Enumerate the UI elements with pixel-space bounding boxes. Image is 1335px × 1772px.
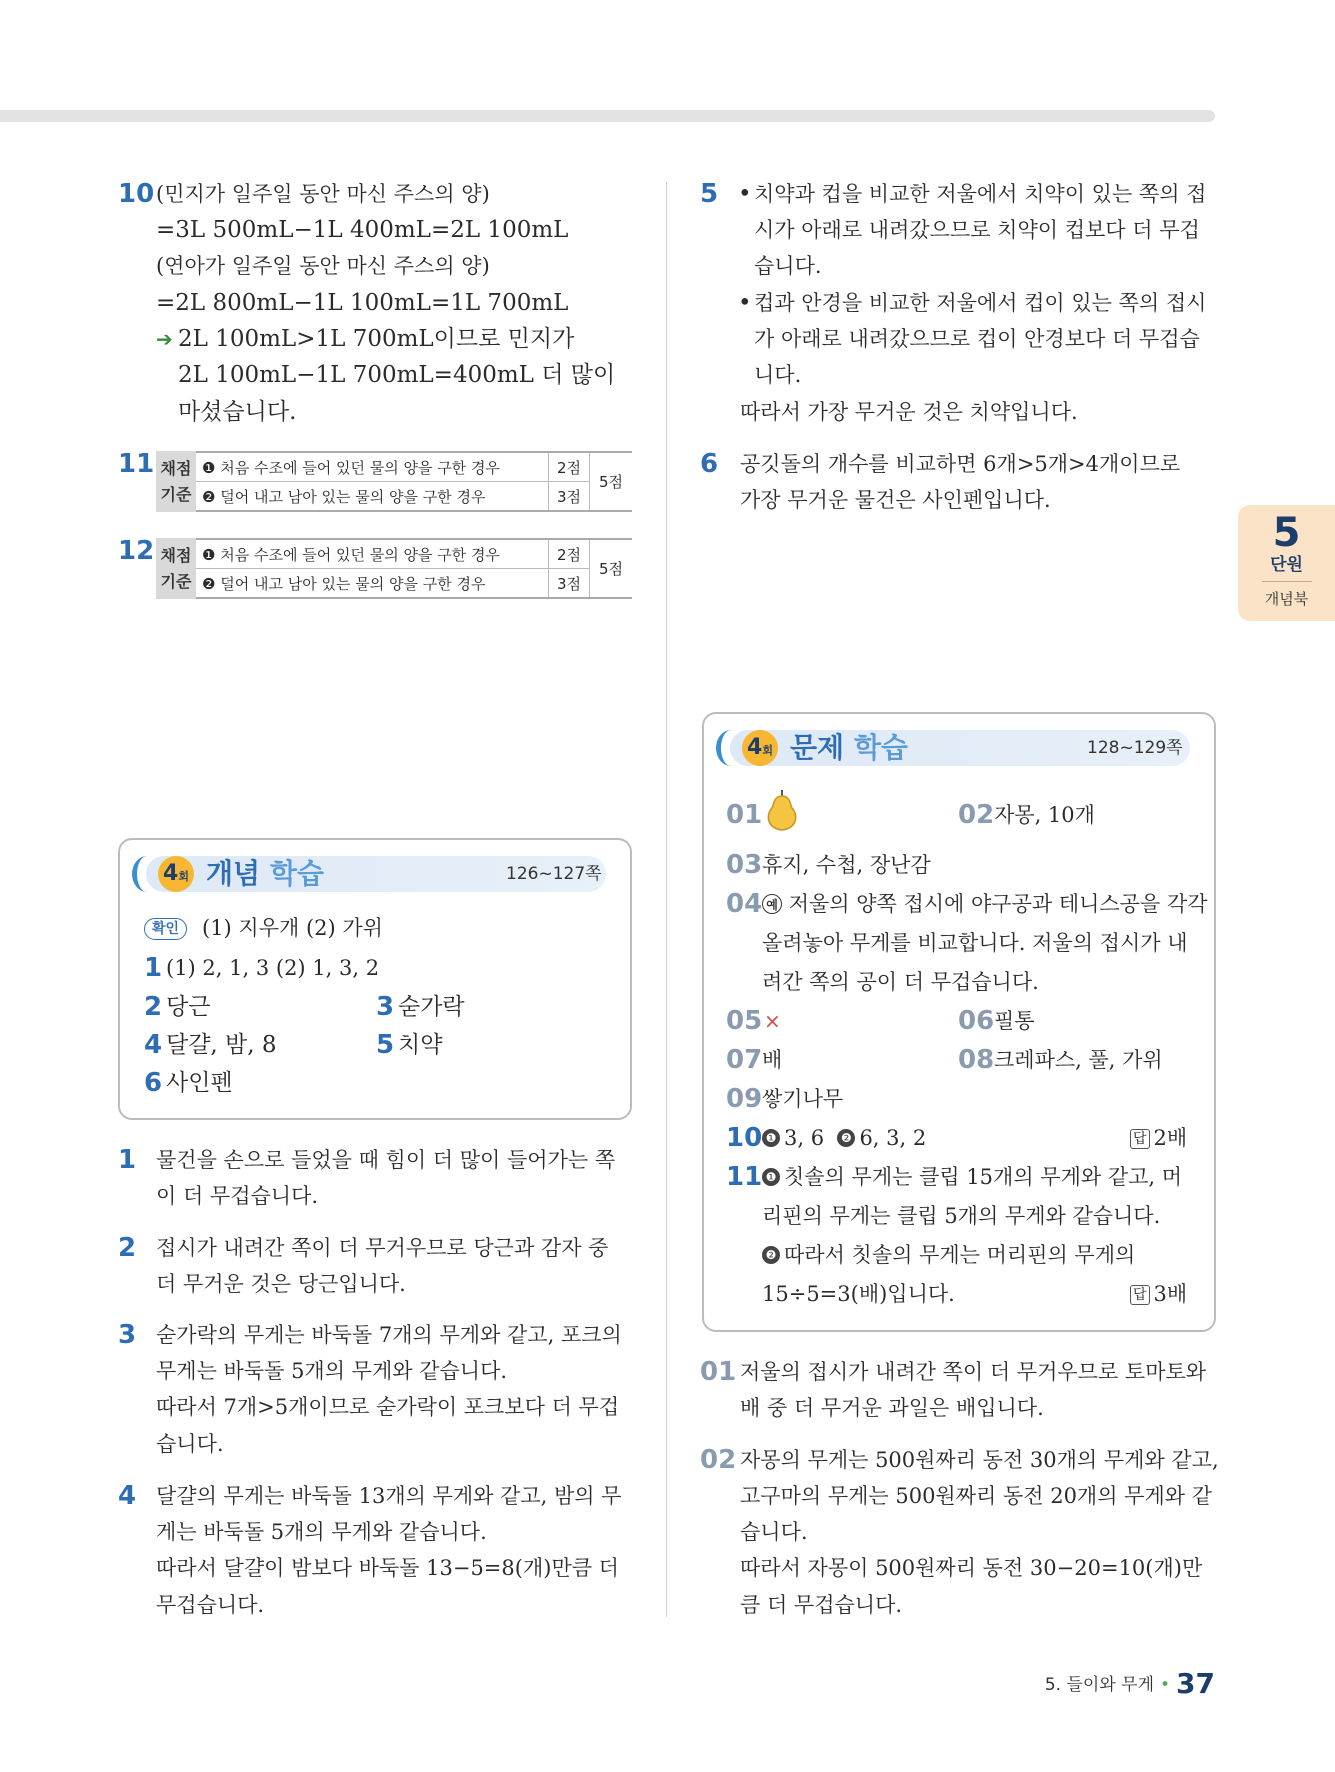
box-title: 개념 학습 [206,857,324,890]
problem-answer-number: 10 [726,1123,763,1153]
scoring-row-label: ❶ 처음 수조에 들어 있던 물의 양을 구한 경우 [196,539,549,569]
e5-line-7: 따라서 가장 무거운 것은 치약입니다. [740,400,1078,424]
e4-line-4: 무겁습니다. [156,1593,265,1617]
problem-answer-number: 11 [726,1162,763,1192]
concept-answer-number: 6 [144,1068,163,1098]
p01-line-1: 저울의 접시가 내려간 쪽이 더 무거우므로 토마토와 [740,1360,1207,1384]
column-divider [666,182,667,1617]
problem-answer-09: 쌓기나무 [762,1087,844,1111]
problem-answer-04-line-3: 려간 쪽의 공이 더 무겁습니다. [762,970,1039,994]
concept-answer-number: 2 [144,992,163,1022]
q10-line-3: (연아가 일주일 동안 마신 주스의 양) [156,254,490,278]
problem-answer-number: 02 [958,800,995,830]
e3-line-2: 무게는 바둑돌 5개의 무게와 같습니다. [156,1359,508,1383]
concept-answer-5: 치약 [398,1032,443,1058]
e4-line-3: 따라서 달걀이 밤보다 바둑돌 13−5=8(개)만큼 더 [156,1556,619,1580]
e3-line-1: 숟가락의 무게는 바둑돌 7개의 무게와 같고, 포크의 [156,1323,622,1347]
session-badge: 4회 [742,730,778,766]
e5-line-1: 치약과 컵을 비교한 저울에서 치약이 있는 쪽의 접 [754,182,1207,206]
concept-answer-number: 3 [376,992,395,1022]
concept-answer-1: (1) 2, 1, 3 (2) 1, 3, 2 [166,956,380,980]
concept-answer-3: 숟가락 [398,994,465,1020]
bullet: • [738,181,752,207]
e5-line-5: 가 아래로 내려갔으므로 컵이 안경보다 더 무겁습 [754,327,1200,351]
session-badge: 4회 [158,856,194,892]
answer-number-10: 10 [118,179,155,209]
explanation-number-4: 4 [118,1481,137,1511]
e3-line-4: 습니다. [156,1432,224,1456]
e6-line-1: 공깃돌의 개수를 비교하면 6개>5개>4개이므로 [740,452,1181,476]
concept-answer-2: 당근 [166,994,211,1020]
scoring-total: 5점 [590,539,633,598]
q10-line-5: 2L 100mL>1L 700mL이므로 민지가 [178,326,575,352]
explanation-number-3: 3 [118,1320,137,1350]
problem-answer-11-line-1: ❶ 칫솔의 무게는 클립 15개의 무게와 같고, 머 [762,1162,1182,1192]
scoring-tag: 채점 기준 [156,538,196,599]
page-reference: 128~129쪽 [1087,738,1183,758]
tab-divider [1262,581,1312,582]
problem-answer-10-final: 답 2배 [1130,1123,1187,1153]
e5-line-4: 컵과 안경을 비교한 저울에서 컵이 있는 쪽의 접시 [754,291,1207,315]
problem-learning-box [702,712,1216,1332]
problem-answer-number: 04 [726,889,763,919]
problem-answer-08: 크레파스, 풀, 가위 [994,1048,1163,1072]
problem-answer-number: 03 [726,850,763,880]
problem-answer-06: 필통 [994,1009,1035,1033]
e1-line-1: 물건을 손으로 들었을 때 힘이 더 많이 들어가는 쪽 [156,1148,616,1172]
example-mark: 예 [762,894,782,914]
explanation-number-6: 6 [700,449,719,479]
concept-answer-number: 4 [144,1030,163,1060]
problem-answer-04-line-2: 올려놓아 무게를 비교합니다. 저울의 접시가 내 [762,931,1188,955]
concept-answer-number: 1 [144,953,163,983]
e4-line-1: 달걀의 무게는 바둑돌 13개의 무게와 같고, 밤의 무 [156,1484,622,1508]
e5-line-3: 습니다. [754,254,822,278]
problem-answer-number: 09 [726,1084,763,1114]
explanation-number-1: 1 [118,1145,137,1175]
bullet: • [738,290,752,316]
problem-answer-11-line-3: ❷ 따라서 칫솔의 무게는 머리핀의 무게의 [762,1240,1135,1270]
p02-line-1: 자몽의 무게는 500원짜리 동전 30개의 무게와 같고, [740,1448,1219,1472]
hwakin-answer: (1) 지우개 (2) 가위 [202,916,383,940]
problem-answer-07: 배 [762,1048,783,1072]
p02-line-2: 고구마의 무게는 500원짜리 동전 20개의 무게와 같 [740,1484,1213,1508]
page-reference: 126~127쪽 [506,864,602,884]
concept-learning-box [118,838,632,1120]
p02-line-3: 습니다. [740,1520,808,1544]
page-number: 37 [1176,1667,1215,1700]
p02-line-5: 큼 더 무겁습니다. [740,1593,903,1617]
problem-answer-02: 자몽, 10개 [994,803,1095,827]
scoring-total: 5점 [590,452,633,511]
problem-explanation-number-01: 01 [700,1357,737,1387]
scoring-row-points: 3점 [549,482,590,512]
top-bar [0,110,1215,122]
e2-line-2: 더 무거운 것은 당근입니다. [156,1272,406,1296]
pear-icon [762,788,802,834]
problem-answer-number: 01 [726,800,763,830]
scoring-row-label: ❷ 덜어 내고 남아 있는 물의 양을 구한 경우 [196,569,549,599]
q10-line-6: 2L 100mL−1L 700mL=400mL 더 많이 [178,362,616,388]
problem-answer-number: 05 [726,1006,763,1036]
problem-answer-04-line-1: 예 저울의 양쪽 접시에 야구공과 테니스공을 각각 [762,889,1208,919]
p01-line-2: 배 중 더 무거운 과일은 배입니다. [740,1396,1044,1420]
q10-line-2: =3L 500mL−1L 400mL=2L 100mL [156,217,569,243]
problem-answer-11-line-2: 리핀의 무게는 클립 5개의 무게와 같습니다. [762,1204,1161,1228]
unit-label: 단원 [1270,555,1303,575]
e4-line-2: 게는 바둑돌 5개의 무게와 같습니다. [156,1520,487,1544]
problem-answer-11-final: 답 3배 [1130,1279,1187,1309]
unit-side-tab [1238,505,1335,621]
page-footer [1045,1668,1215,1701]
scoring-row-points: 2점 [549,452,590,482]
e5-line-6: 니다. [754,363,802,387]
scoring-row-points: 3점 [549,569,590,599]
q10-line-7: 마셨습니다. [178,399,297,425]
e5-line-2: 시가 아래로 내려갔으므로 치약이 컵보다 더 무겁 [754,218,1200,242]
problem-answer-05: × [764,1009,781,1033]
scoring-tag: 채점 기준 [156,451,196,512]
answer-number-12: 12 [118,536,155,566]
scoring-row-points: 2점 [549,539,590,569]
hwakin-badge: 확인 [144,918,187,940]
q10-line-1: (민지가 일주일 동안 마신 주스의 양) [156,182,490,206]
answer-mark: 답 [1130,1129,1150,1149]
problem-explanation-number-02: 02 [700,1445,737,1475]
e3-line-3: 따라서 7개>5개이므로 숟가락이 포크보다 더 무겁 [156,1395,620,1419]
problem-answer-03: 휴지, 수첩, 장난감 [762,853,931,877]
problem-answer-10: ❶ 3, 6 ❷ 6, 3, 2 [762,1123,926,1153]
scoring-table-12 [156,538,632,599]
book-label: 개념북 [1264,590,1309,608]
chapter-title: 5. 들이와 무게 [1044,1675,1154,1695]
concept-answer-number: 5 [376,1030,395,1060]
problem-answer-11-line-4: 15÷5=3(배)입니다. [762,1282,955,1306]
scoring-row-label: ❷ 덜어 내고 남아 있는 물의 양을 구한 경우 [196,482,549,512]
concept-answer-4: 달걀, 밤, 8 [166,1032,277,1058]
e6-line-2: 가장 무거운 물건은 사인펜입니다. [740,488,1051,512]
e1-line-2: 이 더 무겁습니다. [156,1184,319,1208]
problem-answer-number: 06 [958,1006,995,1036]
box-title: 문제 학습 [790,731,908,764]
answer-number-11: 11 [118,449,155,479]
arrow-icon: ➔ [156,327,173,351]
q10-line-4: =2L 800mL−1L 100mL=1L 700mL [156,290,569,316]
explanation-number-2: 2 [118,1233,137,1263]
concept-answer-6: 사인펜 [166,1070,233,1096]
p02-line-4: 따라서 자몽이 500원짜리 동전 30−20=10(개)만 [740,1556,1203,1580]
unit-number: 5 [1272,510,1301,556]
scoring-row-label: ❶ 처음 수조에 들어 있던 물의 양을 구한 경우 [196,452,549,482]
explanation-number-5: 5 [700,179,719,209]
e2-line-1: 접시가 내려간 쪽이 더 무거우므로 당근과 감자 중 [156,1236,609,1260]
problem-answer-number: 08 [958,1045,995,1075]
scoring-table-11 [156,451,632,512]
answer-mark: 답 [1130,1285,1150,1305]
footer-dot-icon: • [1160,1675,1171,1695]
problem-answer-number: 07 [726,1045,763,1075]
